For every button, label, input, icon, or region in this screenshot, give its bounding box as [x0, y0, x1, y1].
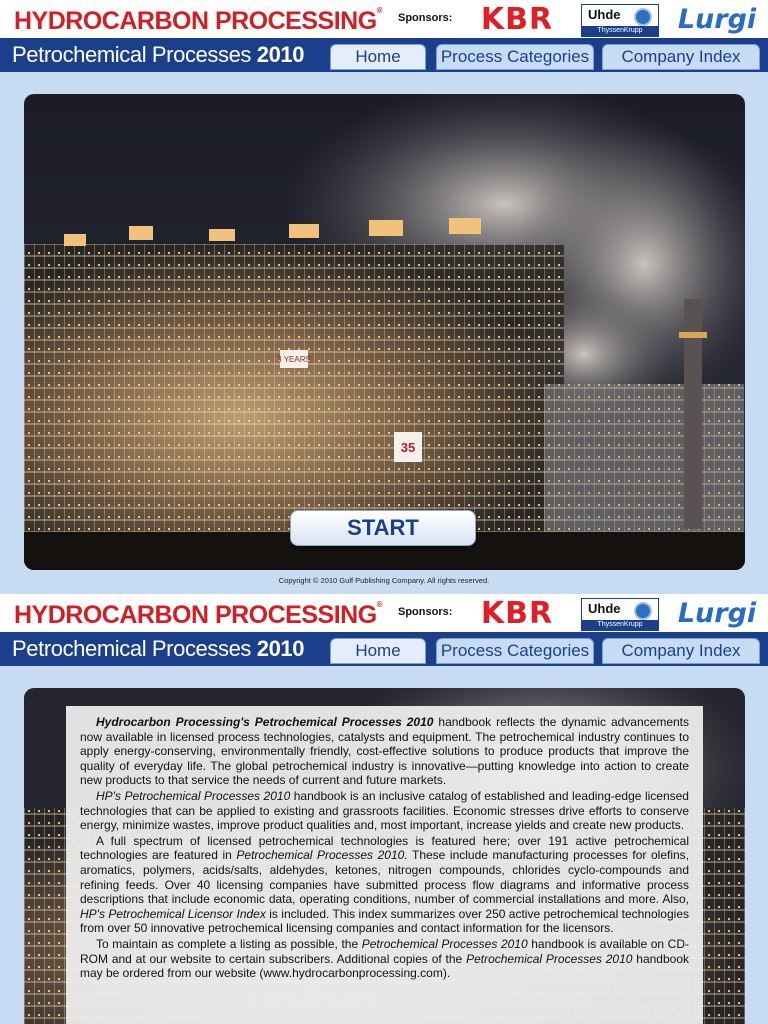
- top-banner: [0, 0, 768, 40]
- intro-screen: [0, 594, 768, 1024]
- tab-company-index[interactable]: Company Index: [602, 638, 760, 664]
- nav-bar: [0, 40, 768, 72]
- sponsor-kbr-logo[interactable]: KBR: [458, 598, 576, 630]
- copyright-text: Copyright © 2010 Gulf Publishing Company. All rights reserved.: [278, 576, 490, 585]
- sponsor-lurgi-logo[interactable]: Lurgi: [677, 4, 757, 35]
- uhde-sub: ThyssenKrupp: [582, 620, 658, 630]
- uhde-sub: ThyssenKrupp: [582, 26, 658, 36]
- brand-logo: HYDROCARBON PROCESSING®: [14, 600, 383, 629]
- plant-photo: [24, 94, 745, 570]
- tab-home[interactable]: Home: [330, 44, 426, 70]
- tab-home[interactable]: Home: [330, 638, 426, 664]
- thyssenkrupp-seal-icon: [634, 8, 652, 26]
- intro-paragraph-1: Hydrocarbon Processing's Petrochemical Processes 2010 handbook reflects the dynamic advancements now available in licensed process technologies, catalysts and equipment. The petrochemical industry continues to apply energy-conserving, environmentally friendly, cost-effective solutions to produce products that improve the quality of everyday life. The global petrochemical industry is innovative—putting knowledge into action to create new products to that service the needs of current and future markets.: [80, 715, 690, 788]
- intro-paragraph-4: To maintain as complete a listing as possible, the Petrochemical Processes 2010 handbook is available on CD-ROM and at our website to certain subscribers. Additional copies of the Petrochemical Processes 2010 handbook may be ordered from our website (www.hydrocarbonprocessing.com).: [80, 936, 690, 981]
- start-button[interactable]: START: [290, 510, 476, 546]
- sponsor-uhde-logo[interactable]: [581, 4, 659, 37]
- tab-process-categories[interactable]: Process Categories: [436, 638, 594, 664]
- sign-3years: 3 YEARS: [277, 355, 311, 364]
- product-title: Petrochemical Processes 2010: [0, 634, 326, 666]
- top-banner: [0, 594, 768, 634]
- uhde-name: Uhde: [588, 7, 621, 22]
- tab-company-index[interactable]: Company Index: [602, 44, 760, 70]
- sponsor-lurgi-logo[interactable]: Lurgi: [677, 598, 757, 629]
- sponsor-kbr-logo[interactable]: KBR: [458, 4, 576, 36]
- sponsors-label: Sponsors:: [398, 606, 453, 618]
- nav-bar: [0, 634, 768, 666]
- tab-process-categories[interactable]: Process Categories: [436, 44, 594, 70]
- product-title: Petrochemical Processes 2010: [0, 40, 326, 72]
- thyssenkrupp-seal-icon: [634, 602, 652, 620]
- intro-paragraph-2: HP's Petrochemical Processes 2010 handbook is an inclusive catalog of established and leading-edge licensed technologies that can be applied to existing and grassroots facilities. Economic stresses drive efforts to conserve energy, minimize wastes, improve product qualities and, most important, increase yields and create new products.: [80, 788, 689, 833]
- sponsors-label: Sponsors:: [398, 12, 453, 24]
- brand-logo: HYDROCARBON PROCESSING®: [14, 6, 383, 35]
- intro-text-panel: [66, 706, 703, 1024]
- sponsor-uhde-logo[interactable]: [581, 598, 659, 631]
- sign-35: 35: [400, 440, 416, 455]
- uhde-name: Uhde: [588, 601, 621, 616]
- intro-paragraph-3: A full spectrum of licensed petrochemical technologies is featured here; over 191 active petrochemical technologies are featured in Petrochemical Processes 2010. These include manufacturing processes for olefins, aromatics, polymers, acids/salts, aldehydes, ketones, nitrogen compounds, chlorides cyclo-compounds and refining feeds. Over 40 licensing companies have submitted process flow diagrams and informative process descriptions that include economic data, operating conditions, number of commercial installations and more. Also, HP's Petrochemical Licensor Index is included. This index summarizes over 250 active petrochemical technologies from over 50 innovative petrochemical licensing companies and contact information for the licensors.: [80, 833, 690, 936]
